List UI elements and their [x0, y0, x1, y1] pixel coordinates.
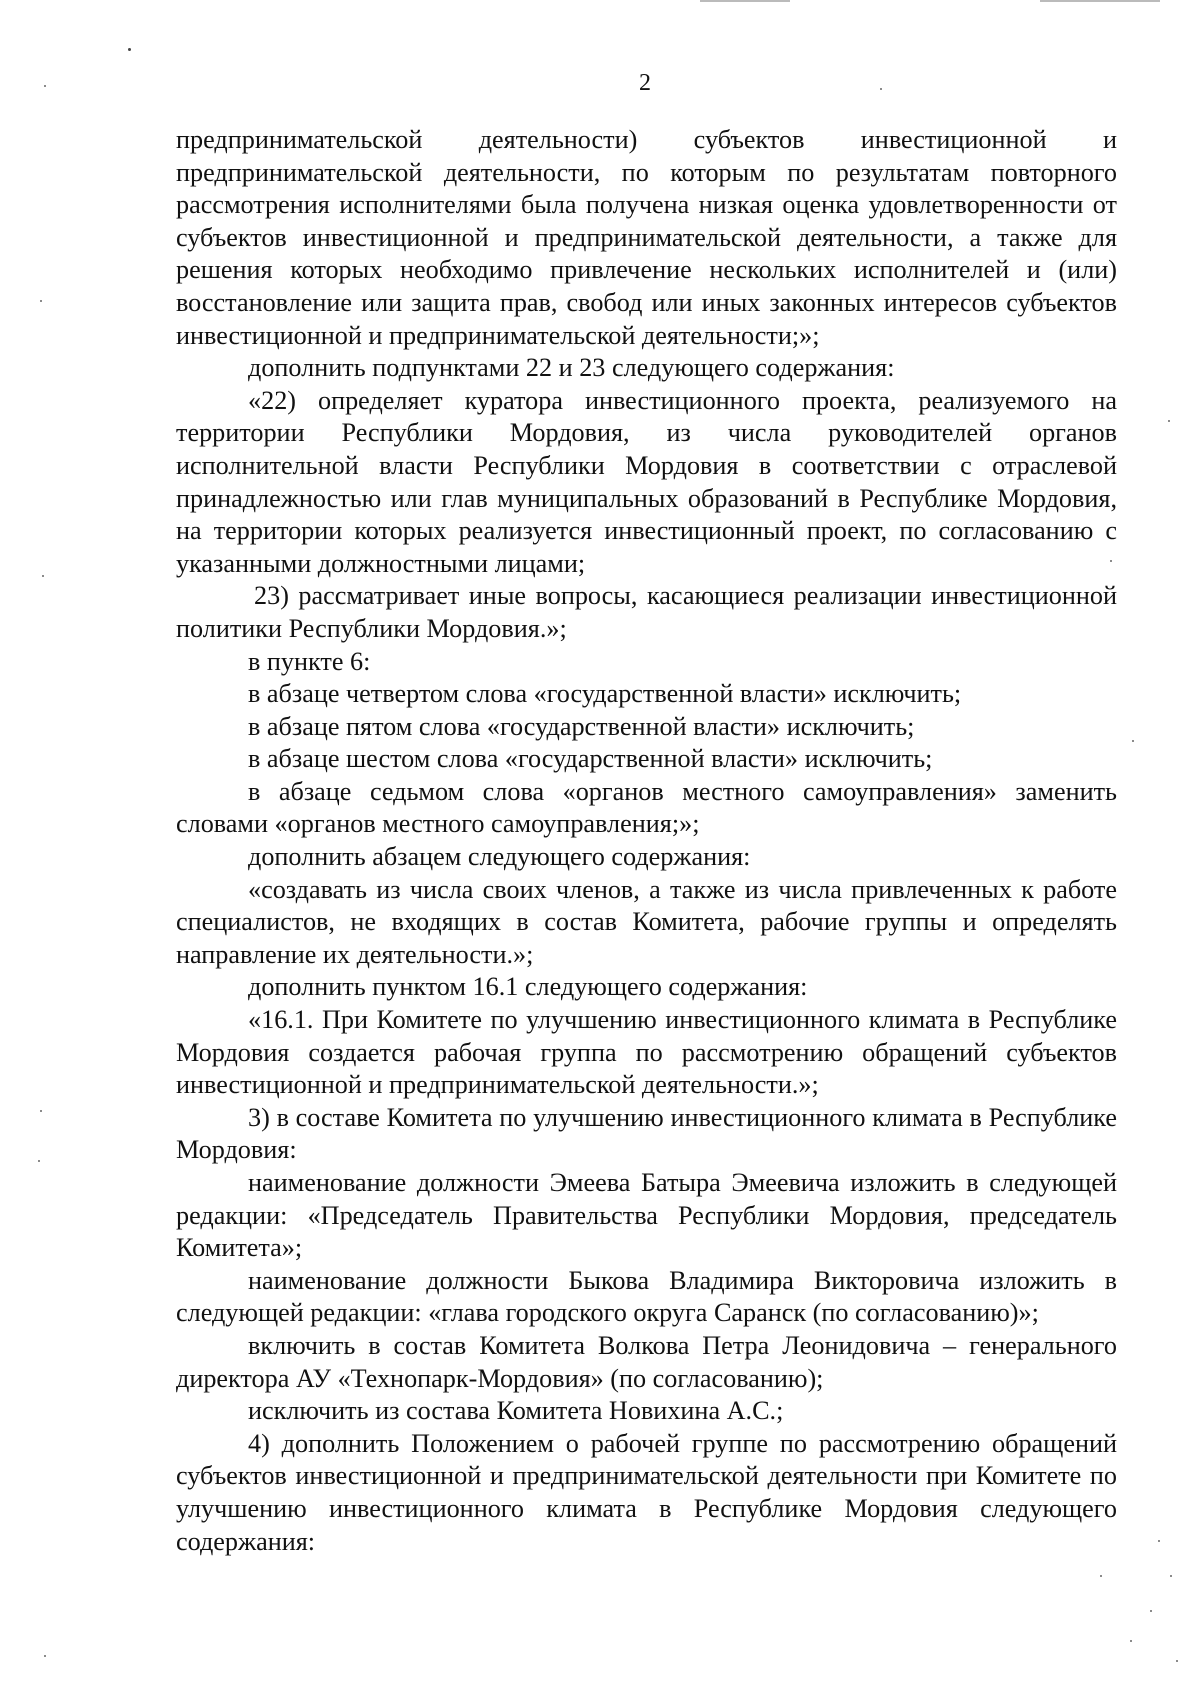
paragraph: наименование должности Эмеева Батыра Эмеевича изложить в следующей редакции: «Председатель Правительства Республики Мордовия, председатель Комитета»; [176, 1168, 1117, 1263]
paragraph: «16.1. При Комитете по улучшению инвестиционного климата в Республике Мордовия создается рабочая группа по рассмотрению обращений субъектов инвестиционной и предпринимательской деятельности.»; [176, 1005, 1117, 1100]
page-number: 2 [639, 70, 651, 96]
paragraph: предпринимательской деятельности) субъектов инвестиционной и предпринимательской деятельности, по которым по результатам повторного рассмотрения исполнителями была получена низкая оценка удовлетворенности от субъектов инвестиционной и предпринимательской деятельности, а также для решения которых необходимо привлечение нескольких исполнителей и (или) восстановление или защита прав, свобод или иных законных интересов субъектов инвестиционной и предпринимательской деятельности;»; [176, 125, 1117, 350]
paragraph: «22) определяет куратора инвестиционного проекта, реализуемого на территории Республики Мордовия, из числа руководителей органов исполнительной власти Республики Мордовия в соответствии с отраслевой принадлежностью или глав муниципальных образований в Республике Мордовия, на территории которых реализуется инвестиционный проект, по согласованию с указанными должностными лицами; [176, 385, 1117, 578]
paragraph: наименование должности Быкова Владимира Викторовича изложить в следующей редакции: «глава городского округа Саранск (по согласованию)»; [176, 1265, 1117, 1328]
scan-speck [42, 575, 44, 577]
scan-speck [38, 1160, 40, 1162]
paragraph: в абзаце четвертом слова «государственной власти» исключить; [248, 679, 962, 709]
scan-speck [1100, 1575, 1102, 1577]
paragraph: 23) рассматривает иные вопросы, касающиеся реализации инвестиционной политики Республики Мордовия.»; [176, 581, 1117, 643]
paragraph: 3) в составе Комитета по улучшению инвестиционного климата в Республике Мордовия: [176, 1102, 1117, 1165]
paragraph: в абзаце шестом слова «государственной власти» исключить; [248, 744, 933, 774]
scan-artifact-top [700, 0, 790, 2]
paragraph: в абзаце седьмом слова «органов местного самоуправления» заменить словами «органов местного самоуправления;»; [176, 776, 1117, 839]
scan-speck [1150, 1610, 1152, 1612]
paragraph: в абзаце пятом слова «государственной власти» исключить; [248, 711, 915, 741]
paragraph: 4) дополнить Положением о рабочей группе по рассмотрению обращений субъектов инвестиционной и предпринимательской деятельности при Комитете по улучшению инвестиционного климата в Республике Мордовия следующего содержания: [176, 1428, 1117, 1556]
scan-speck [40, 300, 42, 302]
paragraph: дополнить подпунктами 22 и 23 следующего содержания: [248, 353, 895, 383]
scan-artifact-top [1040, 0, 1160, 2]
paragraph: «создавать из числа своих членов, а также из числа привлеченных к работе специалистов, не входящих в состав Комитета, рабочие группы и определять направление их деятельности.»; [176, 874, 1117, 969]
scan-speck [1130, 1640, 1132, 1642]
paragraph: в пункте 6: [248, 646, 371, 676]
paragraph: включить в состав Комитета Волкова Петра Леонидовича – генерального директора АУ «Технопарк-Мордовия» (по согласованию); [176, 1330, 1117, 1393]
scan-speck [1168, 420, 1170, 422]
paragraph: исключить из состава Комитета Новихина А.С.; [248, 1396, 784, 1426]
paragraph: дополнить пунктом 16.1 следующего содержания: [248, 972, 808, 1002]
scan-speck [1176, 1660, 1178, 1662]
scan-speck [1170, 1575, 1172, 1577]
document-body [176, 124, 1117, 1558]
scan-speck [1132, 740, 1134, 742]
scan-speck [40, 1110, 42, 1112]
scan-speck [44, 1655, 46, 1657]
scan-speck [128, 48, 131, 51]
scan-speck [1158, 1540, 1160, 1542]
paragraph: дополнить абзацем следующего содержания: [248, 842, 751, 872]
